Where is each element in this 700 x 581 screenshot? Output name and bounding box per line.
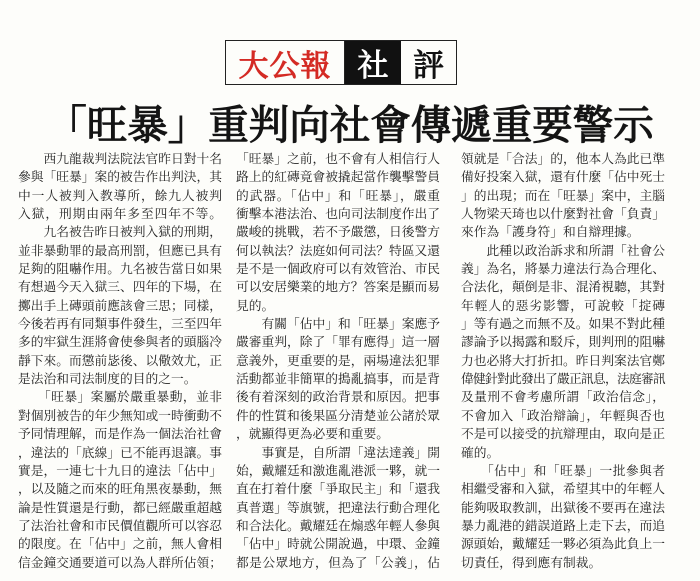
text-line: 及量刑不會考慮所謂「政治信念」， [461,390,665,406]
text-line: 論是性質還是行動，都已經嚴重超越 [18,500,222,516]
article-headline: 「旺暴」重判向社會傳遞重要警示 [46,101,654,149]
text-line: 「佔中」時就公開說過，中環、金鐘 [236,537,440,553]
text-line: 都是公眾地方，但為了「公義」，佔 [236,555,440,571]
text-line: 」等有過之而無不及。如果不對此種 [461,317,665,333]
text-line: 偉健針對此發出了嚴正訊息，法庭審訊 [461,372,665,388]
text-line: 靜下來。而懲前毖後、以儆效尤，正 [18,353,222,369]
text-line: 暴力亂港的錯誤道路上走下去，而追 [461,518,665,534]
text-line: 「旺暴」案屬於嚴重暴動，並非 [18,390,222,406]
text-line: 件的性質和後果區分清楚並公諸於眾 [236,408,440,424]
text-line: 真普選」等旗號，把違法行動合理化 [236,500,440,516]
text-column-3 [461,151,665,573]
text-line: 見的。 [236,298,275,314]
text-line: 直在打着什麼「爭取民主」和「還我 [236,482,440,498]
text-line: 領就是「合法」的，他本人為此已準 [461,152,665,167]
text-line: 足夠的阻嚇作用。九名被告當日如果 [18,262,222,278]
text-line: 確的。 [461,445,500,461]
text-line: 了法治社會和市民價值觀所可以容忍 [18,518,222,534]
text-line: 予同情理解，而是作為一個法治社會 [18,427,222,443]
text-line: 的限度。在「佔中」之前，無人會相 [18,537,222,553]
text-line: 源頭始，戴耀廷一夥必須為此負上一 [461,537,665,553]
text-column-2 [236,151,440,573]
text-line: 能夠吸取教訓，出獄後不要再在違法 [461,500,665,516]
text-line: 中一人被判入教導所，餘九人被判 [18,188,222,204]
text-line: 實是，一連七十九日的違法「佔中」 [18,463,222,479]
editorial-masthead [225,40,457,85]
text-line: 此種以政治訴求和所謂「社會公 [461,243,665,259]
text-line: 入獄，刑期由兩年多至四年不等。 [18,207,222,223]
text-line: 活動都並非簡單的搗亂搞事，而是背 [236,372,440,388]
text-line: 切責任，得到應有制裁。 [461,555,602,571]
text-line: 多的牢獄生涯將會使參與者的頭腦冷 [18,335,222,351]
text-line: 備好投案入獄，還有什麼「佔中死士 [461,170,665,186]
text-line: 「旺暴」之前，也不會有人相信行人 [236,152,440,167]
text-line: 相繼受審和入獄，希望其中的年輕人 [461,482,665,498]
text-line: 今後若再有同類事件發生，三至四年 [18,317,222,333]
text-line: 九名被告昨日被判入獄的刑期， [18,225,222,241]
text-line: 路上的紅磚竟會被撬起當作襲擊警員 [236,170,440,186]
text-line: 和合法化。戴耀廷在煽惑年輕人參與 [236,518,440,534]
text-line: 嚴審重判，除了「罪有應得」這一層 [236,335,440,351]
text-line: 西九龍裁判法院法官昨日對十名 [18,152,222,167]
text-line: 不會加入「政治辯論」，年輕與否也 [461,408,665,424]
text-line: 「佔中」和「旺暴」一批參與者 [461,463,665,479]
text-line: 有關「佔中」和「旺暴」案應予 [236,317,440,333]
text-line: 後有着深刻的政治背景和原因。把事 [236,390,440,406]
text-line: 不是可以接受的抗辯理由，取向是正 [461,427,665,443]
text-line: 參與「旺暴」案的被告作出判決，其 [18,170,222,186]
section-label-second-char: 評 [413,48,444,84]
text-line: 是法治和司法制度的目的之一。 [18,372,197,388]
text-line: 力也必將大打折扣。昨日判案法官鄭 [461,353,665,369]
text-line: 擲出手上磚頭前應該會三思；同樣， [18,298,222,314]
text-line: 事實是，自所謂「違法達義」開 [236,445,440,461]
text-line: 義」為名，將暴力違法行為合理化、 [461,262,665,278]
newspaper-logo: 大公報 [226,41,345,84]
text-line: 可以安居樂業的地方？答案是顯而易 [236,280,440,296]
text-line: 信金鐘交通要道可以為人群所佔領； [18,555,222,571]
text-line: 有想過今天入獄三、四年的下場，在 [18,280,222,296]
text-line: 衝擊本港法治、也向司法制度作出了 [236,207,440,223]
text-line: 的武器。「佔中」和「旺暴」，嚴重 [236,188,440,204]
section-label-first-char: 社 [345,41,401,84]
text-line: 合法化，顛倒是非、混淆視聽，其對 [461,280,665,296]
text-line: ，就顯得更為必要和重要。 [236,427,389,443]
text-line: 意義外，更重要的是，兩場違法犯罪 [236,353,440,369]
text-line: 來作為「護身符」和自辯理據。 [461,225,640,241]
text-line: 是不是一個政府可以有效管治、市民 [236,262,440,278]
text-line: ，違法的「底線」已不能再退讓。事 [18,445,222,461]
text-line: 人物梁天琦也以什麼對社會「負責」 [461,207,665,223]
text-line: 對個別被告的年少無知或一時衝動不 [18,408,222,424]
text-line: 年輕人的惡劣影響，可說較「掟磚 [461,298,665,314]
text-line: 」的出現；而在「旺暴」案中，主腦 [461,188,665,204]
text-line: 始，戴耀廷和激進亂港派一夥，就一 [236,463,440,479]
text-line: 嚴峻的挑戰，若不予嚴懲，日後警方 [236,225,440,241]
text-line: 並非暴動罪的最高刑罰，但應已具有 [18,243,222,259]
text-column-1 [18,151,222,573]
text-line: 何以執法？法庭如何司法？特區又還 [236,243,440,259]
text-line: ，以及隨之而來的旺角黑夜暴動，無 [18,482,222,498]
text-line: 謬論予以揭露和駁斥，則判刑的阻嚇 [461,335,665,351]
